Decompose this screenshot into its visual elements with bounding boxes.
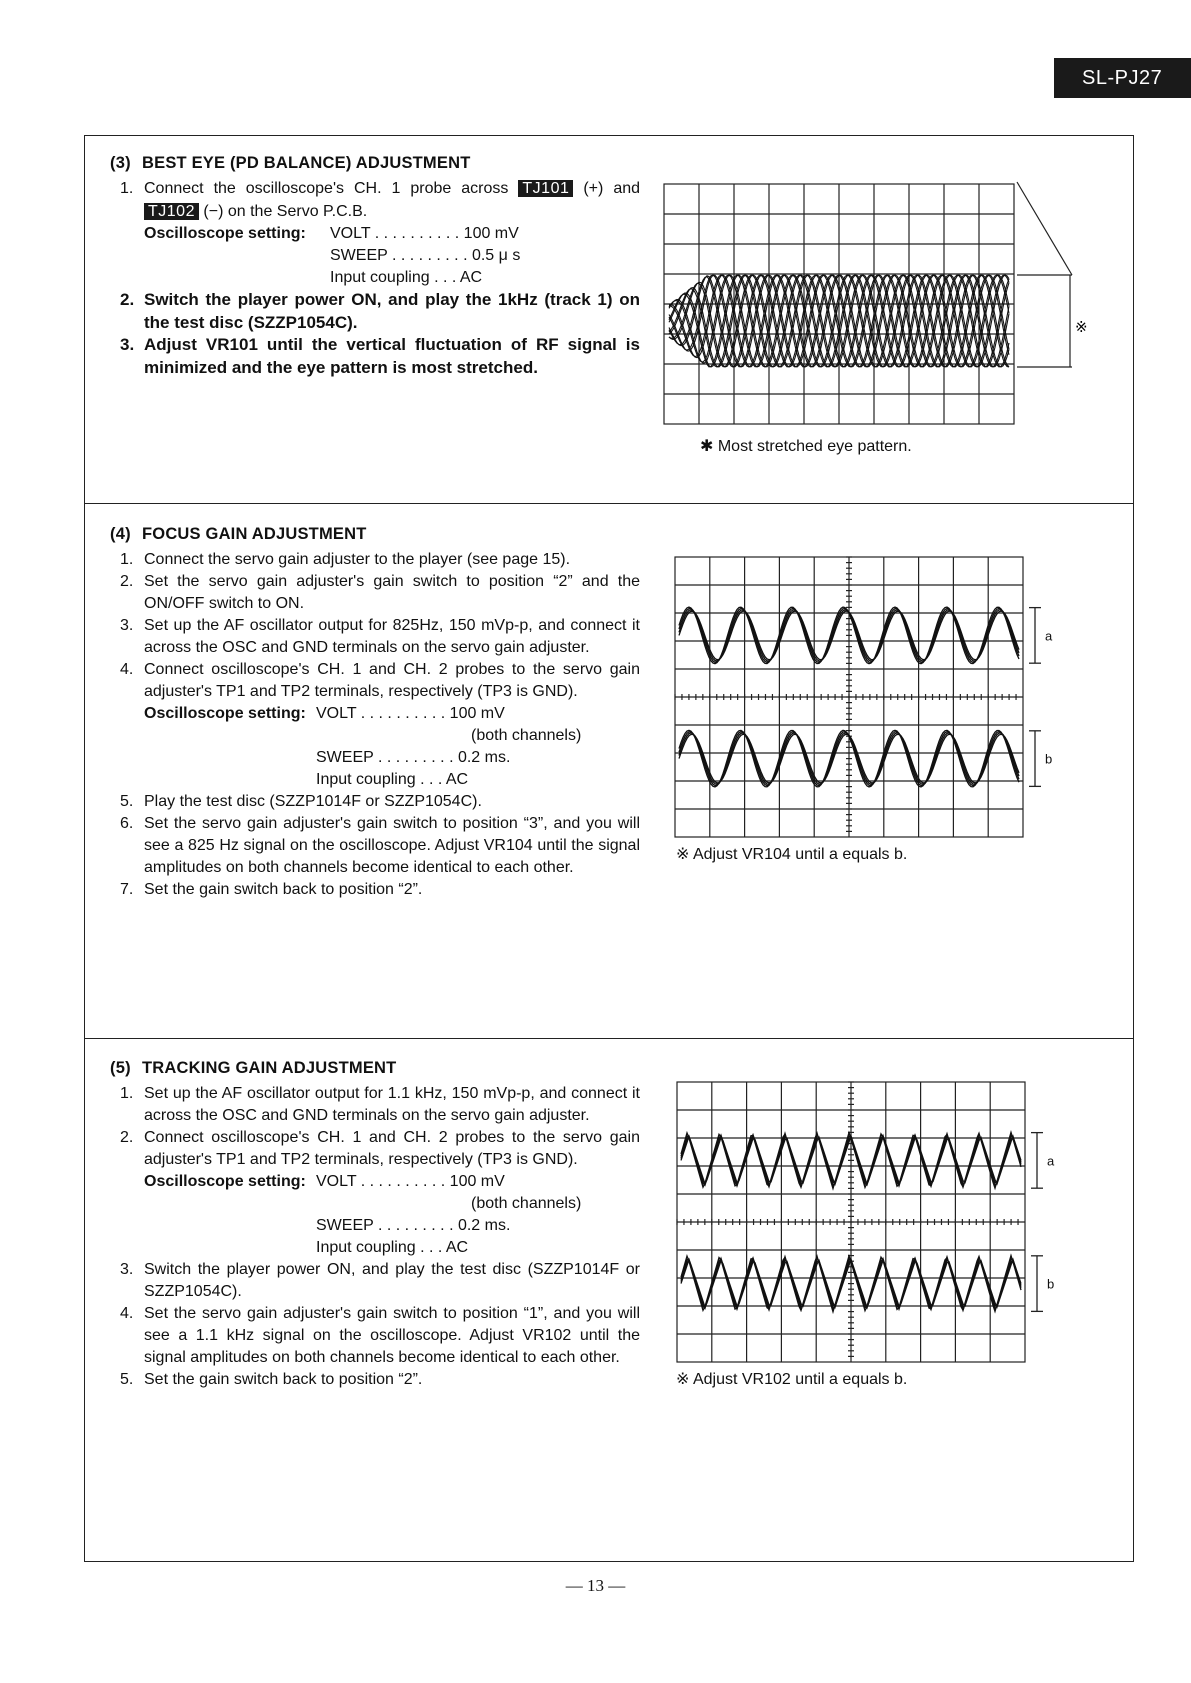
step-5: 5. Play the test disc (SZZP1014F or SZZP1054C). (120, 793, 482, 810)
step-5: 5. Set the gain switch back to position “2”. (120, 1371, 423, 1388)
section-title: (5) TRACKING GAIN ADJUSTMENT (110, 1059, 397, 1077)
oscilloscope-settings: Oscilloscope setting: VOLT . . . . . . . . . . 100 mV (both channels) SWEEP . . . . . . . . . 0.2 ms. Input coupling . . . AC (144, 705, 582, 788)
step-2: 2. Connect oscilloscope's CH. 1 and CH. 2 probes to the servo gain adjuster's TP1 and TP2 terminals, respectively (TP3 is GND). (120, 1129, 640, 1168)
step-1: 1. Connect the servo gain adjuster to the player (see page 15). (120, 551, 571, 568)
section-divider (84, 1038, 1134, 1039)
oscilloscope-settings: Oscilloscope setting: VOLT . . . . . . . . . . 100 mV (both channels) SWEEP . . . . . . . . . 0.2 ms. Input coupling . . . AC (144, 1173, 582, 1256)
section-title: (3) BEST EYE (PD BALANCE) ADJUSTMENT (110, 154, 471, 172)
step-3: 3. Switch the player power ON, and play the test disc (SZZP1014F or SZZP1054C). (120, 1261, 640, 1300)
label-a: a (1045, 628, 1053, 644)
figure-caption: ※ Adjust VR102 until a equals b. (676, 1371, 908, 1388)
label-a: a (1047, 1153, 1055, 1169)
figure-mark: ※ (1075, 319, 1088, 336)
section-tracking-gain (110, 1057, 640, 1391)
tracking-gain-scope (675, 1080, 1060, 1365)
tj101-label: TJ101 (518, 180, 573, 197)
section-title: (4) FOCUS GAIN ADJUSTMENT (110, 525, 367, 543)
step-3: 3. Set up the AF oscillator output for 825Hz, 150 mVp-p, and connect it across the OSC and GND terminals on the servo gain adjuster. (120, 617, 640, 656)
step-4: 4. Set the servo gain adjuster's gain switch to position “1”, and you will see a 1.1 kHz signal on the oscilloscope. Adjust VR102 until the signal amplitudes on both channels become identical to each other. (120, 1305, 640, 1366)
figure-caption: ※ Adjust VR104 until a equals b. (676, 846, 908, 863)
step-2: 2. Switch the player power ON, and play the 1kHz (track 1) on the test disc (SZZP1054C). (120, 290, 640, 332)
tracking-gain-figure (675, 1080, 1060, 1370)
label-b: b (1047, 1276, 1055, 1292)
tj102-label: TJ102 (144, 203, 199, 220)
focus-gain-figure (673, 555, 1058, 845)
step-2: 2. Set the servo gain adjuster's gain switch to position “2” and the ON/OFF switch to ON. (120, 573, 640, 612)
model-tag: SL-PJ27 (1054, 58, 1191, 98)
eye-pattern-scope (662, 182, 1088, 432)
step-7: 7. Set the gain switch back to position “2”. (120, 881, 423, 898)
step-4: 4. Connect oscilloscope's CH. 1 and CH. 2 probes to the servo gain adjuster's TP1 and TP2 terminals, respectively (TP3 is GND). (120, 661, 640, 700)
focus-gain-scope (673, 555, 1058, 840)
oscilloscope-settings: Oscilloscope setting: VOLT . . . . . . . . . . 100 mV SWEEP . . . . . . . . . 0.5 μ s Input coupling . . . AC (144, 225, 521, 286)
figure-caption: ✱ Most stretched eye pattern. (700, 438, 912, 455)
section-divider (84, 503, 1134, 504)
step-6: 6. Set the servo gain adjuster's gain switch to position “3”, and you will see a 825 Hz signal on the oscilloscope. Adjust VR104 until the signal amplitudes on both channels become identical to each other. (120, 815, 640, 876)
section-best-eye (110, 152, 640, 379)
step-1: 1. Connect the oscilloscope's CH. 1 probe across TJ101 (+) and TJ102 (−) on the Servo P.C.B. (120, 180, 641, 220)
label-b: b (1045, 751, 1053, 767)
eye-pattern-figure (662, 182, 1088, 437)
step-1: 1. Set up the AF oscillator output for 1.1 kHz, 150 mVp-p, and connect it across the OSC and GND terminals on the servo gain adjuster. (120, 1085, 640, 1124)
section-focus-gain (110, 523, 640, 901)
page-number: — 13 — (565, 1576, 626, 1595)
step-3: 3. Adjust VR101 until the vertical fluctuation of RF signal is minimized and the eye pattern is most stretched. (120, 335, 640, 377)
